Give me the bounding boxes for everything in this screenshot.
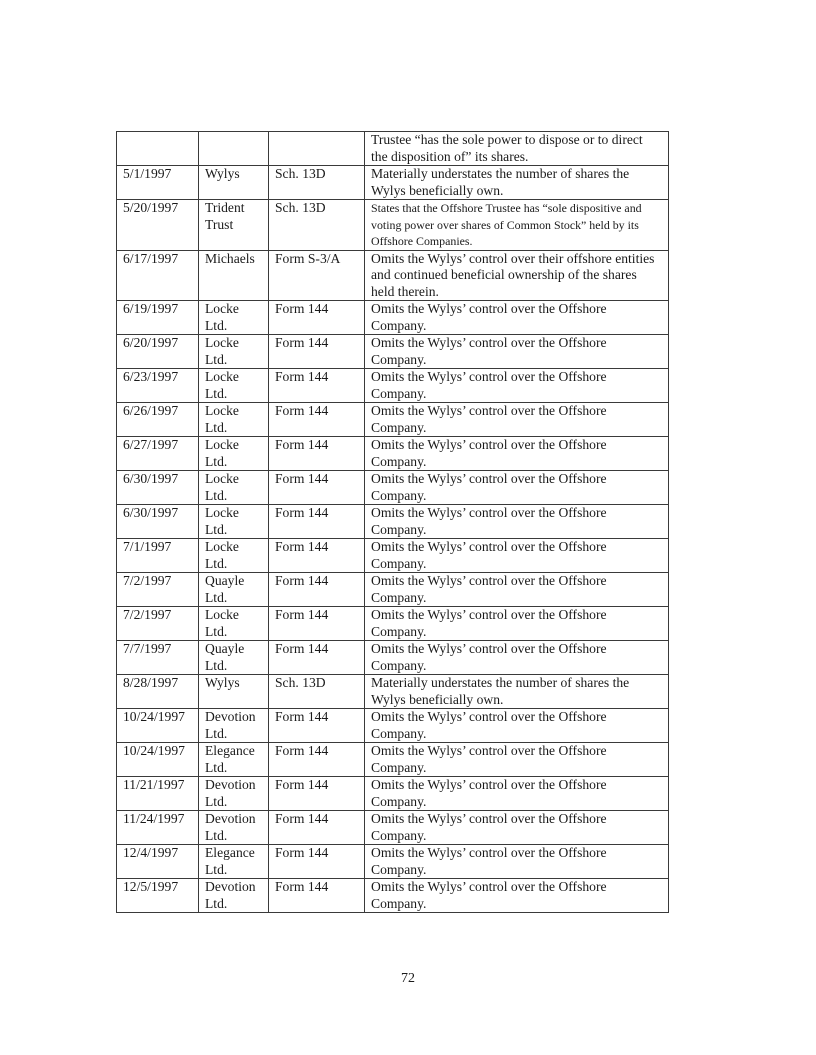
form-type-cell: Form 144 — [269, 879, 365, 913]
description-cell: Omits the Wylys’ control over their offshore entities and continued beneficial ownership of the shares held therein. — [365, 250, 669, 301]
filer-cell: Quayle Ltd. — [199, 573, 269, 607]
filer-cell: Wylys — [199, 675, 269, 709]
filing-date-cell — [117, 132, 199, 166]
filer-cell: Locke Ltd. — [199, 335, 269, 369]
filing-date-cell: 7/2/1997 — [117, 573, 199, 607]
filing-date-cell: 11/24/1997 — [117, 811, 199, 845]
form-type-cell: Form S-3/A — [269, 250, 365, 301]
table-row — [117, 845, 669, 879]
filing-date-cell: 7/7/1997 — [117, 641, 199, 675]
filer-cell: Wylys — [199, 166, 269, 200]
filer-cell: Locke Ltd. — [199, 539, 269, 573]
form-type-cell: Form 144 — [269, 335, 365, 369]
filer-cell: Michaels — [199, 250, 269, 301]
form-type-cell: Form 144 — [269, 709, 365, 743]
table-row — [117, 573, 669, 607]
description-cell: Omits the Wylys’ control over the Offshore Company. — [365, 505, 669, 539]
description-cell: Trustee “has the sole power to dispose or to direct the disposition of” its shares. — [365, 132, 669, 166]
description-cell: Omits the Wylys’ control over the Offshore Company. — [365, 743, 669, 777]
filer-cell: Locke Ltd. — [199, 301, 269, 335]
description-cell: Omits the Wylys’ control over the Offshore Company. — [365, 335, 669, 369]
table-row — [117, 437, 669, 471]
filer-cell: Elegance Ltd. — [199, 743, 269, 777]
filer-cell — [199, 132, 269, 166]
description-cell: States that the Offshore Trustee has “sole dispositive and voting power over shares of Common Stock” held by its Offshore Companies. — [365, 200, 669, 251]
table-row — [117, 166, 669, 200]
table-row — [117, 607, 669, 641]
description-cell: Materially understates the number of shares the Wylys beneficially own. — [365, 166, 669, 200]
form-type-cell — [269, 132, 365, 166]
description-cell: Omits the Wylys’ control over the Offshore Company. — [365, 539, 669, 573]
filing-date-cell: 7/2/1997 — [117, 607, 199, 641]
description-cell: Omits the Wylys’ control over the Offshore Company. — [365, 845, 669, 879]
filing-date-cell: 6/23/1997 — [117, 369, 199, 403]
filing-date-cell: 10/24/1997 — [117, 743, 199, 777]
filing-date-cell: 8/28/1997 — [117, 675, 199, 709]
description-cell: Omits the Wylys’ control over the Offshore Company. — [365, 403, 669, 437]
table-row — [117, 132, 669, 166]
table-row — [117, 811, 669, 845]
filer-cell: Locke Ltd. — [199, 505, 269, 539]
form-type-cell: Form 144 — [269, 505, 365, 539]
table-row — [117, 335, 669, 369]
form-type-cell: Form 144 — [269, 403, 365, 437]
table-row — [117, 879, 669, 913]
form-type-cell: Form 144 — [269, 607, 365, 641]
description-cell: Omits the Wylys’ control over the Offshore Company. — [365, 709, 669, 743]
description-cell: Omits the Wylys’ control over the Offshore Company. — [365, 437, 669, 471]
table-row — [117, 539, 669, 573]
filer-cell: Devotion Ltd. — [199, 777, 269, 811]
filing-date-cell: 12/4/1997 — [117, 845, 199, 879]
table-row — [117, 471, 669, 505]
filer-cell: Devotion Ltd. — [199, 879, 269, 913]
table-row — [117, 301, 669, 335]
filing-date-cell: 6/27/1997 — [117, 437, 199, 471]
form-type-cell: Form 144 — [269, 811, 365, 845]
filing-date-cell: 6/30/1997 — [117, 505, 199, 539]
filer-cell: Locke Ltd. — [199, 369, 269, 403]
table-row — [117, 777, 669, 811]
table-row — [117, 403, 669, 437]
description-cell: Omits the Wylys’ control over the Offshore Company. — [365, 641, 669, 675]
form-type-cell: Form 144 — [269, 743, 365, 777]
filing-date-cell: 5/1/1997 — [117, 166, 199, 200]
filing-date-cell: 10/24/1997 — [117, 709, 199, 743]
table-row — [117, 250, 669, 301]
filer-cell: Locke Ltd. — [199, 471, 269, 505]
filings-table-body — [117, 132, 669, 913]
filing-date-cell: 6/26/1997 — [117, 403, 199, 437]
filer-cell: Locke Ltd. — [199, 437, 269, 471]
filing-date-cell: 12/5/1997 — [117, 879, 199, 913]
description-cell: Omits the Wylys’ control over the Offshore Company. — [365, 777, 669, 811]
form-type-cell: Sch. 13D — [269, 675, 365, 709]
filer-cell: Quayle Ltd. — [199, 641, 269, 675]
description-cell: Omits the Wylys’ control over the Offshore Company. — [365, 607, 669, 641]
filings-table — [116, 131, 669, 913]
description-cell: Omits the Wylys’ control over the Offshore Company. — [365, 301, 669, 335]
form-type-cell: Form 144 — [269, 471, 365, 505]
form-type-cell: Form 144 — [269, 845, 365, 879]
table-row — [117, 369, 669, 403]
filer-cell: Locke Ltd. — [199, 403, 269, 437]
form-type-cell: Form 144 — [269, 301, 365, 335]
form-type-cell: Sch. 13D — [269, 166, 365, 200]
filing-date-cell: 5/20/1997 — [117, 200, 199, 251]
form-type-cell: Form 144 — [269, 539, 365, 573]
form-type-cell: Form 144 — [269, 437, 365, 471]
table-row — [117, 709, 669, 743]
form-type-cell: Form 144 — [269, 777, 365, 811]
filing-date-cell: 6/19/1997 — [117, 301, 199, 335]
filing-date-cell: 6/20/1997 — [117, 335, 199, 369]
filer-cell: Devotion Ltd. — [199, 811, 269, 845]
form-type-cell: Form 144 — [269, 369, 365, 403]
form-type-cell: Form 144 — [269, 641, 365, 675]
description-cell: Omits the Wylys’ control over the Offshore Company. — [365, 573, 669, 607]
description-cell: Omits the Wylys’ control over the Offshore Company. — [365, 811, 669, 845]
filing-date-cell: 7/1/1997 — [117, 539, 199, 573]
form-type-cell: Form 144 — [269, 573, 365, 607]
page-number: 72 — [401, 971, 415, 986]
filer-cell: Locke Ltd. — [199, 607, 269, 641]
filing-date-cell: 6/17/1997 — [117, 250, 199, 301]
form-type-cell: Sch. 13D — [269, 200, 365, 251]
description-cell: Omits the Wylys’ control over the Offshore Company. — [365, 471, 669, 505]
table-row — [117, 505, 669, 539]
table-row — [117, 200, 669, 251]
filer-cell: Elegance Ltd. — [199, 845, 269, 879]
filer-cell: Devotion Ltd. — [199, 709, 269, 743]
filing-date-cell: 6/30/1997 — [117, 471, 199, 505]
table-row — [117, 675, 669, 709]
description-cell: Omits the Wylys’ control over the Offshore Company. — [365, 879, 669, 913]
description-cell: Materially understates the number of shares the Wylys beneficially own. — [365, 675, 669, 709]
table-row — [117, 743, 669, 777]
filing-date-cell: 11/21/1997 — [117, 777, 199, 811]
filer-cell: Trident Trust — [199, 200, 269, 251]
table-row — [117, 641, 669, 675]
description-cell: Omits the Wylys’ control over the Offshore Company. — [365, 369, 669, 403]
